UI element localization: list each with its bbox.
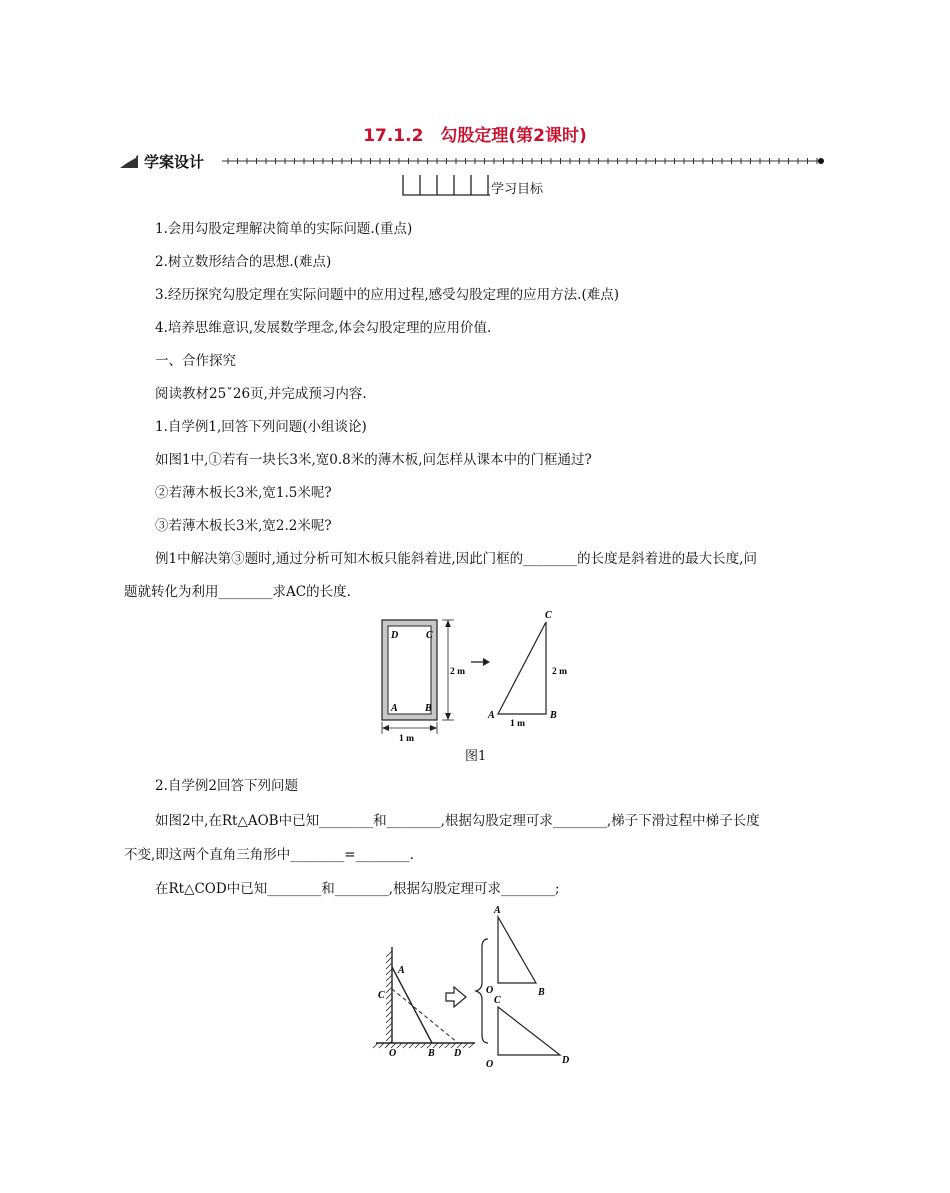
question-1d-line2: 题就转化为利用________求AC的长度. <box>124 584 351 600</box>
fig1-label-D: D <box>391 630 399 641</box>
fig2-tri-O2: O <box>486 1059 494 1070</box>
fig1-label-A: A <box>391 703 398 714</box>
question-2a-line2: 不变,即这两个直角三角形中________=________. <box>124 847 414 863</box>
question-1a: 如图1中,①若有一块长3米,宽0.8米的薄木板,问怎样从课本中的门框通过? <box>155 452 592 468</box>
goals-heading: 学习目标 <box>491 182 544 197</box>
goal-2: 2.树立数形结合的思想.(难点) <box>155 254 332 270</box>
fig2-tri-D: D <box>562 1055 570 1066</box>
fig1-label-B: B <box>425 703 432 714</box>
goal-3: 3.经历探究勾股定理在实际问题中的应用过程,感受勾股定理的应用方法.(难点) <box>155 287 619 303</box>
goals-heading-box <box>400 175 492 197</box>
triangle-AOB <box>498 917 536 983</box>
fig1-height-label: 2 m <box>450 667 466 677</box>
figure-2 <box>370 903 590 1073</box>
pencil-icon <box>118 153 140 169</box>
fig1-tri-label-C: C <box>545 610 552 621</box>
read-instruction: 阅读教材25ˇ26页,并完成预习内容. <box>155 386 367 402</box>
figure-1 <box>370 608 580 744</box>
fig1-tri-height: 2 m <box>552 667 568 677</box>
question-1b: ②若薄木板长3米,宽1.5米呢? <box>155 485 332 501</box>
question-2a-line1: 如图2中,在Rt△AOB中已知________和________,根据勾股定理可求________,梯子下滑过程中梯子长度 <box>155 813 760 829</box>
section-divider <box>222 155 828 167</box>
fig1-width-label: 1 m <box>399 734 415 744</box>
page-title: 17.1.2 勾股定理(第2课时) <box>363 126 587 146</box>
goal-4: 4.培养思维意识,发展数学理念,体会勾股定理的应用价值. <box>155 320 492 336</box>
fig2-label-O: O <box>389 1048 397 1059</box>
transform-arrow <box>446 987 466 1007</box>
question-1: 1.自学例1,回答下列问题(小组谈论) <box>155 419 367 435</box>
fig2-tri-B: B <box>538 987 545 998</box>
fig1-tri-label-B: B <box>550 710 557 721</box>
fig2-label-A: A <box>398 965 405 976</box>
fig1-label-C: C <box>426 630 433 641</box>
fig2-tri-C: C <box>494 995 501 1006</box>
section-header <box>118 150 204 172</box>
fig2-tri-O1: O <box>486 985 494 996</box>
question-1c: ③若薄木板长3米,宽2.2米呢? <box>155 518 332 534</box>
fig1-tri-width: 1 m <box>510 719 526 729</box>
figure-1-caption: 图1 <box>465 749 487 764</box>
section-label: 学案设计 <box>144 152 205 171</box>
ladder-before <box>392 967 432 1043</box>
fig2-tri-A: A <box>494 905 501 916</box>
question-2b: 在Rt△COD中已知________和________,根据勾股定理可求________; <box>155 881 560 897</box>
question-2: 2.自学例2回答下列问题 <box>155 778 298 794</box>
fig1-tri-label-A: A <box>488 710 495 721</box>
fig1-triangle <box>498 622 546 714</box>
fig2-label-B: B <box>428 1048 435 1059</box>
part-heading: 一、合作探究 <box>155 353 236 369</box>
fig2-label-C: C <box>378 990 385 1001</box>
question-1d-line1: 例1中解决第③题时,通过分析可知木板只能斜着进,因此门框的________的长度是斜着进的最大长度,问 <box>155 551 757 567</box>
goal-1: 1.会用勾股定理解决简单的实际问题.(重点) <box>155 221 413 237</box>
fig2-label-D: D <box>454 1048 462 1059</box>
triangle-COD <box>498 1007 560 1055</box>
